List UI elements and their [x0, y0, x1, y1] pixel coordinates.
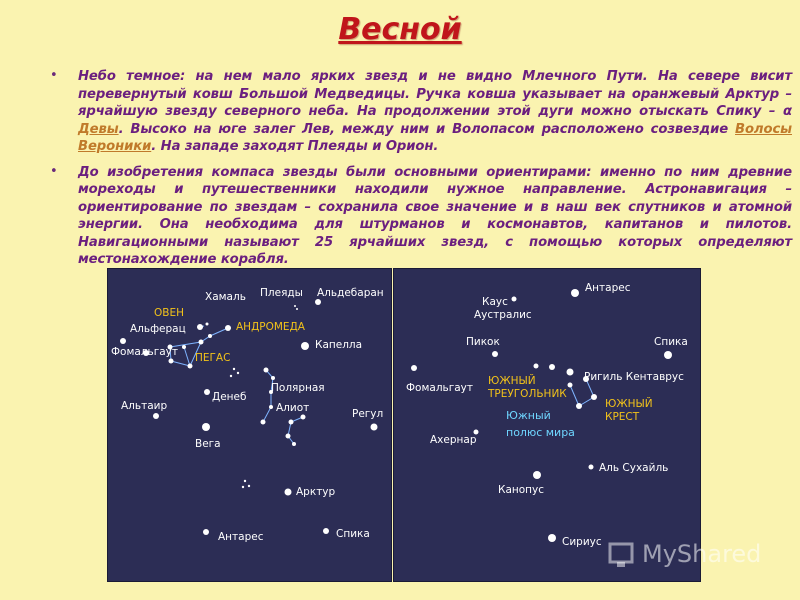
- label-fomalhaut: Фомальгаут: [111, 346, 178, 358]
- star: [534, 364, 539, 369]
- paragraph-text: Небо темное: на нем мало ярких звезд и не видно Млечного Пути. На севере висит перевернутый ковш Большой Медведицы. Ручка ковша указывает на оранжевый Арктур – ярчайшую звезду северного неба. На продолжении этой дуги можно отыскать Спику – α: [78, 69, 792, 119]
- label-kaus: Каус: [482, 296, 508, 308]
- star: [233, 368, 235, 370]
- star-alioth: [289, 420, 294, 425]
- star-spica: [323, 528, 329, 534]
- paragraph-spring-sky: [78, 68, 792, 156]
- label-capella: Капелла: [315, 339, 363, 351]
- watermark-logo-icon: [608, 540, 638, 570]
- bullet-spring-sky: [50, 68, 792, 156]
- constellation-lines: [570, 379, 594, 406]
- label-southern-triangle-1: ЮЖНЫЙ: [488, 375, 536, 387]
- star-polaris: [264, 368, 269, 373]
- star: [576, 403, 582, 409]
- label-rigil-kentaurus: Ригиль Кентаврус: [584, 371, 684, 383]
- star: [225, 325, 231, 331]
- south-sky-chart: [394, 269, 700, 581]
- label-peacock: Пикок: [466, 336, 500, 348]
- label-al-suhail: Аль Сухайль: [599, 462, 669, 474]
- star-arcturus: [285, 489, 292, 496]
- star: [568, 383, 573, 388]
- slide-title: Весной: [338, 12, 462, 47]
- star-canopus: [533, 471, 541, 479]
- label-aldebaran: Альдебаран: [317, 287, 384, 299]
- star: [292, 442, 296, 446]
- north-sky-map: [107, 268, 392, 582]
- label-alioth: Алиот: [276, 402, 310, 414]
- star-regulus: [371, 424, 378, 431]
- slide-body: [50, 68, 792, 277]
- star-hamal: [197, 324, 203, 330]
- label-spica: Спика: [654, 336, 688, 348]
- watermark-text: MyShared: [642, 540, 762, 568]
- star-alpheratz-label-point: [120, 338, 126, 344]
- star-deneb: [204, 389, 210, 395]
- star-vega: [202, 423, 210, 431]
- star-aldebaran: [315, 299, 321, 305]
- star-sirius: [548, 534, 556, 542]
- label-spica: Спика: [336, 528, 370, 540]
- label-southern-triangle-2: ТРЕУГОЛЬНИК: [488, 388, 567, 400]
- star-antares: [571, 289, 579, 297]
- star: [182, 345, 186, 349]
- star-peacock: [492, 351, 498, 357]
- label-regulus: Регул: [352, 408, 384, 420]
- star-fomalhaut: [411, 365, 417, 371]
- label-aries: ОВЕН: [154, 307, 184, 319]
- label-polaris: Полярная: [271, 382, 325, 394]
- north-sky-chart: [108, 269, 391, 581]
- label-andromeda: АНДРОМЕДА: [236, 321, 305, 333]
- star-al-suhail: [589, 465, 594, 470]
- label-deneb: Денеб: [212, 391, 247, 403]
- star-altair: [153, 413, 159, 419]
- star: [261, 420, 266, 425]
- star: [237, 372, 239, 374]
- star: [549, 364, 555, 370]
- star: [294, 305, 296, 307]
- star-capella: [301, 342, 309, 350]
- star-spica: [664, 351, 672, 359]
- watermark: [608, 538, 768, 572]
- star: [296, 308, 298, 310]
- label-alpheratz: Альферац: [130, 323, 186, 335]
- link-coma-berenices[interactable]: Волосы Вероники: [78, 121, 792, 154]
- label-south-pole-1: Южный: [506, 409, 551, 422]
- paragraph-text: . Высоко на юге залег Лев, между ним и Волопасом расположено созвездие: [118, 121, 736, 137]
- label-south-pole-2: полюс мира: [506, 426, 575, 439]
- label-arcturus: Арктур: [296, 486, 336, 498]
- bullet-astronavigation: [50, 164, 792, 269]
- label-southern-cross-2: КРЕСТ: [605, 411, 640, 423]
- star-kaus-australis: [512, 297, 517, 302]
- star: [206, 323, 209, 326]
- label-southern-cross-1: ЮЖНЫЙ: [605, 398, 653, 410]
- label-pegasus: ПЕГАС: [195, 352, 231, 364]
- label-altair: Альтаир: [121, 400, 168, 412]
- star: [188, 364, 193, 369]
- star: [248, 485, 250, 487]
- label-antares: Антарес: [585, 282, 631, 294]
- label-australis: Аустралис: [474, 309, 532, 321]
- label-pleiades: Плеяды: [260, 287, 303, 299]
- label-achernar: Ахернар: [430, 434, 477, 446]
- label-vega: Вега: [195, 438, 221, 450]
- star: [286, 434, 291, 439]
- star: [301, 415, 306, 420]
- star: [230, 375, 232, 377]
- label-antares: Антарес: [218, 531, 264, 543]
- star: [269, 405, 273, 409]
- label-sirius: Сириус: [562, 536, 602, 548]
- label-canopus: Канопус: [498, 484, 545, 496]
- south-sky-map: [393, 268, 701, 582]
- star-rigil-kentaurus: [567, 369, 574, 376]
- bullet-dot-icon: •: [50, 163, 58, 179]
- link-virgo[interactable]: Девы: [78, 121, 119, 137]
- label-hamal: Хамаль: [205, 291, 246, 303]
- paragraph-astronavigation: До изобретения компаса звезды были основными ориентирами: именно по ним древние мореходы и путешественники находили нужное направление. Астронавигация – ориентирование по звездам – сохранила свое значение и в наш век спутников и атомной энергии. Она необходима для штурманов и космонавтов, капитанов и пилотов. Навигационными называют 25 ярчайших звезд, с помощью которых определяют местонахождение корабля.: [78, 164, 792, 267]
- star-alpheratz: [199, 340, 204, 345]
- star: [169, 359, 174, 364]
- label-fomalhaut: Фомальгаут: [406, 382, 473, 394]
- star: [244, 480, 246, 482]
- paragraph-text: . На западе заходят Плеяды и Орион.: [151, 139, 439, 154]
- star: [208, 334, 212, 338]
- bullet-dot-icon: •: [50, 68, 58, 83]
- star: [271, 376, 275, 380]
- star: [242, 486, 244, 488]
- star-antares: [203, 529, 209, 535]
- star: [591, 394, 597, 400]
